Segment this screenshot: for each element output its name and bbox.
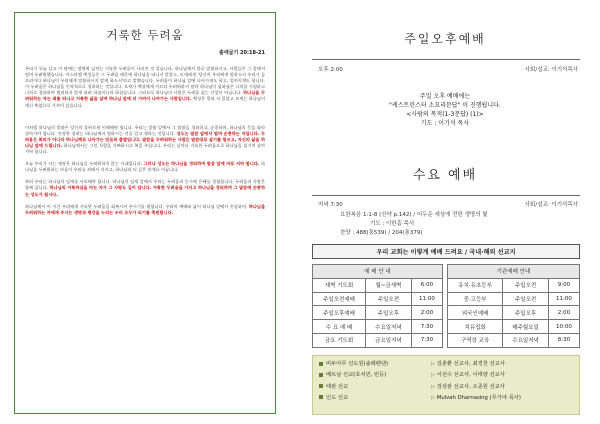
table-header: 예 배 안 내: [313, 265, 443, 279]
worship-banner: 우리 교회는 이렇게 예배 드려요 / 국내·해외 선교지: [312, 244, 580, 259]
day-cell: 금요일저녁: [366, 333, 412, 347]
table-row: [313, 306, 443, 320]
table-row: [313, 333, 443, 347]
table-row: [448, 306, 580, 320]
divider: [312, 195, 580, 196]
wednesday-time: 저녁 7:30: [318, 202, 343, 208]
sermon-reference: 출애굽기 20:18-21: [218, 50, 265, 56]
body-text: 백성은 멀리 서 있었고 모세는 하나님이 계신 흑암으로 가까이 갔습니다.: [25, 96, 265, 108]
time-cell: 6:00: [411, 278, 442, 292]
table-row: [313, 320, 443, 334]
afternoon-notice: [300, 92, 590, 128]
time-cell: 7:30: [411, 320, 442, 334]
bulletin-right-column: [300, 0, 590, 424]
notice-line: 주일 오후 예배에는: [419, 93, 471, 100]
day-cell: 매주월요일: [503, 320, 549, 334]
service-name-cell: 치유집회: [448, 320, 503, 334]
day-cell: 주일오후: [503, 306, 549, 320]
day-cell: 월~금새벽: [366, 278, 412, 292]
sermon-paragraph: [25, 204, 265, 216]
wednesday-service-title: 수요 예배: [412, 168, 478, 183]
afternoon-time: 오후 2:00: [318, 67, 343, 73]
arrow-icon: ▷: [431, 372, 437, 379]
sermon-panel: [14, 12, 276, 414]
mission-field: 태관 선교: [326, 383, 349, 390]
time-cell: 11:00: [411, 292, 442, 306]
mission-item: [319, 382, 573, 393]
service-name-cell: 중·고등부: [448, 292, 503, 306]
mission-item: [319, 393, 573, 404]
afternoon-speaker: 사회/설교: 이기석목사: [524, 67, 578, 73]
notice-line: <사람의 목적(1-3문답) (1)>: [406, 111, 484, 118]
highlighted-text: 하나님의 거룩하심을 아는 자가 그 사랑도 깊이 압니다. 거룩한 두려움을 가지고 하나님을 경외하며 그 말씀에 순종하는 성도가 됩시다.: [25, 185, 265, 197]
body-text: 하나님께서 이 시간 우리에게 거룩한 두려움을 회복시켜 주시기를 원합니다. 우리의 예배와 삶이 하나님 앞에서 진실하며,: [25, 203, 249, 209]
time-cell: 2:00: [548, 306, 579, 320]
day-cell: 수요일저녁: [503, 333, 549, 347]
table-row: [313, 278, 443, 292]
highlighted-text: 하나님을 두려워하는 자에게 주시는 생명과 평강을 누리는 우리 모두가 되기를 축원합니다.: [25, 203, 265, 215]
sermon-body: [25, 66, 265, 216]
service-name-cell: 새벽 기도회: [313, 278, 366, 292]
body-text: 우리가 오늘 살고 이 땅에는 생명력 넘치는 거룩한 두려움이 사라진 것 같습니다. 하나님께서 불로 말씀하시고, 사람들은 그 앞에서 떨며 두려워했습니다. 이스라엘 백성들은 그 두려움 때문에 하나님을 떠나지 않았고, 모세에게 '당신이 우리에게 말하소서 우리가 들으리이다 하나님이 우리에게 말씀하시지 말게 하소서'라고 말했습니다. 두려움이 하나님 앞에 나아가게도 하고, 멀어지게도 합니다. 이 두려움은 하나님을 인격적으로 경외하는 것입니다. 모세가 백성에게 이르되 두려워하지 말라 하나님이 임하심은 너희를 시험하고 너희로 경외하여 범죄하지 않게 하려 하심이니라 하셨습니다. 그러므로 하나님의 사람은 두려움 없는 신앙이 아닙니다.: [25, 66, 265, 96]
day-cell: 주일오후: [366, 306, 412, 320]
body-text: 하나님을 두려워하는 마음이 우리를 죄에서 지키고, 하나님과 더 깊은 관계로 이끕니다.: [25, 161, 265, 173]
service-name-cell: 구역장 교육: [448, 333, 503, 347]
table-row: [448, 278, 580, 292]
missionary-names: 김상관 선교사, 오종원 선교사: [436, 383, 505, 390]
prayer-line: 기도 : 이한흠 목사: [370, 221, 415, 227]
hymn-line: 찬양 : 488(통539) / 204(통379): [340, 230, 423, 236]
highlighted-text: 성도는 말씀 앞에서 떨며 순종하는 자입니다. 두려움은 회피가 아니라 하나님께로 나아가는 믿음의 출발입니다. 말씀을 두려워하는 사람은 말씀대로 살기를 힘쓰고, 자신의 삶을 하나님 앞에 드립니다.: [25, 130, 265, 148]
time-cell: 8:30: [548, 333, 579, 347]
scripture-line: 요한복음 1:1-8 (신약 p.142) / 어두운 세상에 전한 생명의 빛: [340, 212, 488, 218]
day-cell: 주일오전: [503, 292, 549, 306]
day-cell: 수요일저녁: [366, 320, 412, 334]
divider: [312, 59, 580, 60]
time-cell: 2:00: [411, 306, 442, 320]
service-name-cell: 유치·유초등부: [448, 278, 503, 292]
worship-schedule-table: [312, 264, 443, 348]
afternoon-service-title: 주일오후예배: [404, 32, 486, 46]
service-name-cell: 수 요 예 배: [313, 320, 366, 334]
day-cell: 주일오전: [503, 278, 549, 292]
mission-field: 인도 선교: [326, 394, 349, 401]
mission-field: 비두아무 선도원(솔레펜댄): [326, 361, 389, 367]
table-row: [313, 292, 443, 306]
time-cell: 9:00: [548, 278, 579, 292]
time-cell: 11:00: [548, 292, 579, 306]
service-name-cell: 금요 기도회: [313, 333, 366, 347]
table-row: [448, 320, 580, 334]
missionary-names: Mulvah Dharnasing (무가야 목사): [436, 394, 521, 401]
arrow-icon: ▷: [431, 394, 437, 401]
table-row: [448, 292, 580, 306]
arrow-icon: ▷: [431, 361, 437, 367]
missionary-names: 김춘환 선교사, 최경천 선교사: [436, 361, 505, 367]
sermon-paragraph: [25, 66, 265, 109]
notice-line: 기도 : 이기석 목사: [420, 120, 470, 127]
day-cell: 주일오전: [366, 292, 412, 306]
missionary-names: 이선수 선교사, 이태양 선교사: [436, 372, 505, 379]
bullet-square-icon: [319, 384, 323, 388]
body-text: 특히 우리는 하나님의 임재를 사모해야 합니다. 하나님의 임재 앞에서 우리는 두려움과 동시에 은혜를 경험합니다. 두려움과 사랑은 함께 갑니다.: [25, 179, 265, 191]
bullet-square-icon: [319, 395, 323, 399]
table-row: [448, 333, 580, 347]
wednesday-details: [340, 211, 590, 238]
mission-list: [312, 355, 580, 415]
highlighted-text: 하나님을 두려워하는 자는 죄를 떠나고 거룩한 삶을 살며 하나님 앞에 더 가까이 나아가는 사람입니다.: [25, 90, 265, 102]
service-name-cell: 주일오후예배: [313, 306, 366, 320]
arrow-icon: ▷: [431, 383, 437, 390]
sermon-paragraph: [25, 179, 265, 197]
sermon-paragraph: [25, 161, 265, 173]
notice-line: "케스트린스터 소요리문답" 이 진행됩니다.: [389, 102, 501, 109]
highlighted-text: 그러나 성도는 하나님을 경외하며 말씀 앞에 바로 서야 합니다.: [143, 161, 260, 167]
mission-item: [319, 370, 573, 381]
service-name-cell: 주일오전예배: [313, 292, 366, 306]
mission-item: [319, 359, 573, 370]
mission-field: 베트남 선교(호치민, 빈등): [326, 372, 387, 379]
body-text: 오늘 우리가 사는 세상은 하나님을 두려워하지 않는 시대입니다.: [25, 161, 144, 167]
time-cell: 10:00: [548, 320, 579, 334]
body-text: 하나님께서는 그런 사람을 기뻐하시고 복을 주십니다. 우리는 날마다 거룩한 두려움으로 하나님을 섬기며 살아가야 합니다.: [25, 142, 265, 155]
bullet-square-icon: [319, 362, 323, 366]
time-cell: 7:30: [411, 333, 442, 347]
service-name-cell: 외국인예배: [448, 306, 503, 320]
bullet-square-icon: [319, 373, 323, 377]
table-header: 기관예배 안내: [448, 265, 580, 279]
sermon-paragraph: [25, 125, 265, 155]
body-text: 이처럼 하나님의 말씀은 당신의 올바르게 이해해야 합니다. 우리는 말씀 앞에서 그 말씀을 경외하고, 순종하며, 하나님의 뜻을 따라 살아가야 합니다. 진정한 경외는 하나님께서 원하시는 것을 알고 행하는 것입니다.: [25, 124, 265, 136]
sermon-title: 거룩한 두려움: [106, 28, 184, 42]
group-schedule-table: [447, 264, 580, 348]
wednesday-speaker: 사회/설교: 이기석목사: [524, 202, 578, 208]
